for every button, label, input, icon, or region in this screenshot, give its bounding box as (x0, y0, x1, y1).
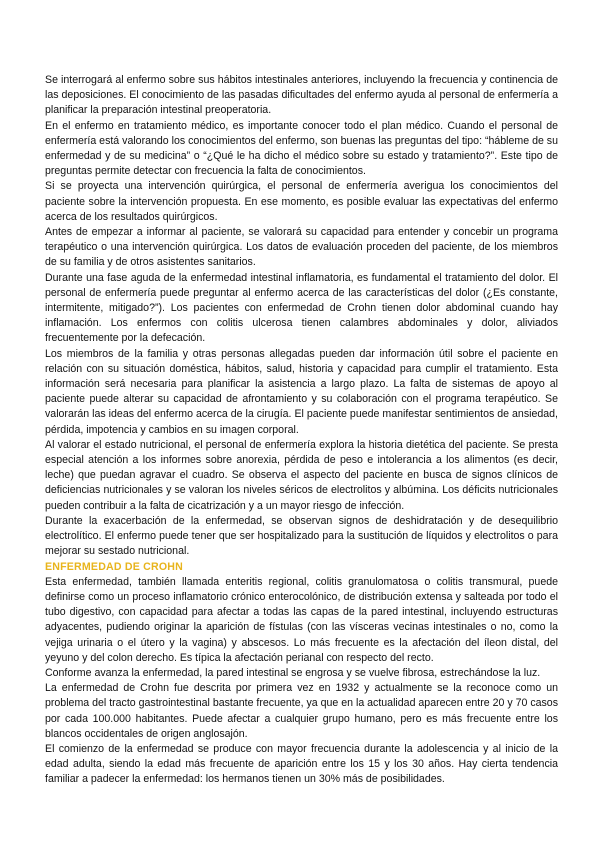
paragraph-nutrition: Al valorar el estado nutricional, el personal de enfermería explora la historia dietética del paciente. Se presta especial atención a los informes sobre anorexia, pérdida de peso e intolerancia a los alimentos (es decir, leche) que puedan agravar el cuadro. Se observa el aspecto del paciente en busca de signos clínicos de deficiencias nutricionales y se valoran los niveles séricos de electrolitos y albúmina. Los déficits nutricionales pueden contribuir a la falta de cicatrización y a un mayor riesgo de infección. (45, 438, 558, 512)
paragraph-dehydration: Durante la exacerbación de la enfermedad, se observan signos de deshidratación y de desequilibrio electrolítico. El enfermo puede tener que ser hospitalizado para la sustitución de líquidos y electrolitos o para mejorar su sestado nutricional. (45, 514, 558, 558)
paragraph-crohn-definition: Esta enfermedad, también llamada enteritis regional, colitis granulomatosa o colitis transmural, puede definirse como un proceso inflamatorio crónico enterocolónico, de distribución extensa y salteada por todo el tubo digestivo, con capacidad para afectar a todas las capas de la pared intestinal, incluyendo estructuras adyacentes, pudiendo originar la aparición de fístulas (con las vísceras vecinas intestinales o no, como la vejiga urinaria o el útero y la vagina) y abscesos. Lo más frecuente es la afectación del íleon distal, del yeyuno y del colon derecho. Es típica la afectación perianal con respecto del recto. (45, 575, 558, 664)
paragraph-surgical-intervention: Si se proyecta una intervención quirúrgica, el personal de enfermería averigua los conocimientos del paciente sobre la intervención propuesta. En ese momento, es posible evaluar las expectativas del enfermo acerca de los resultados quirúrgicos. (45, 180, 558, 223)
paragraph-onset-age: El comienzo de la enfermedad se produce con mayor frecuencia durante la adolescencia y al inicio de la edad adulta, siendo la edad más frecuente de aparición entre los 15 y los 30 años. Hay cierta tendencia familiar a padecer la enfermedad: los hermanos tienen un 30% más de posibilidades. (45, 742, 558, 786)
document-body (45, 73, 558, 788)
paragraph-family-support: Los miembros de la familia y otras personas allegadas pueden dar información útil sobre el paciente en relación con su situación doméstica, hábitos, salud, historia y capacidad para cumplir el tratamiento. Esta información será necesaria para planificar la asistencia a largo plazo. La falta de sistemas de apoyo al paciente puede alterar su capacidad de afrontamiento y su colaboración con el programa terapéutico. Se valorarán las ideas del enfermo acerca de la cirugía. El paciente puede manifestar sentimientos de ansiedad, pérdida, impotencia y cambios en su imagen corporal. (45, 347, 558, 436)
paragraph-intestinal-wall: Conforme avanza la enfermedad, la pared intestinal se engrosa y se vuelve fibrosa, estrechándose la luz. (45, 666, 541, 679)
section-heading-crohn: ENFERMEDAD DE CROHN (45, 560, 183, 573)
paragraph-crohn-history: La enfermedad de Crohn fue descrita por primera vez en 1932 y actualmente se la reconoce como un problema del tracto gastrointestinal bastante frecuente, ya que en la actualidad aparecen entre 20 y 70 casos por cada 100.000 habitantes. Puede afectar a cualquier grupo humano, pero es más frecuente entre los blancos occidentales de origen anglosajón. (45, 682, 558, 740)
paragraph-bowel-habits: Se interrogará al enfermo sobre sus hábitos intestinales anteriores, incluyendo la frecuencia y continencia de las deposiciones. El conocimiento de las pasadas dificultades del enfermo ayuda al personal de enfermería a planificar la preparación intestinal preoperatoria. (45, 74, 558, 117)
paragraph-pain-treatment: Durante una fase aguda de la enfermedad intestinal inflamatoria, es fundamental el tratamiento del dolor. El personal de enfermería puede preguntar al enfermo acerca de las características del dolor (¿Es constante, intermitente, mitigado?”). Los pacientes con enfermedad de Crohn tienen dolor abdominal cuando hay inflamación. Los enfermos con colitis ulcerosa tienen calambres abdominales y dolor, aliviados frecuentemente por la defecación. (45, 271, 558, 345)
paragraph-medical-plan: En el enfermo en tratamiento médico, es importante conocer todo el plan médico. Cuando el personal de enfermería está valorando los conocimientos del enfermo, son buenas las preguntas del tipo: “hábleme de su enfermedad y de su medicina” o “¿Qué le ha dicho el médico sobre su estado y tratamiento?”. Este tipo de preguntas permite detectar con frecuencia la falta de conocimientos. (45, 119, 558, 178)
paragraph-patient-capacity: Antes de empezar a informar al paciente, se valorará su capacidad para entender y concebir un programa terapéutico o una intervención quirúrgica. Los datos de evaluación proceden del paciente, de los miembros de su familia y de otros asistentes sanitarios. (45, 226, 558, 269)
